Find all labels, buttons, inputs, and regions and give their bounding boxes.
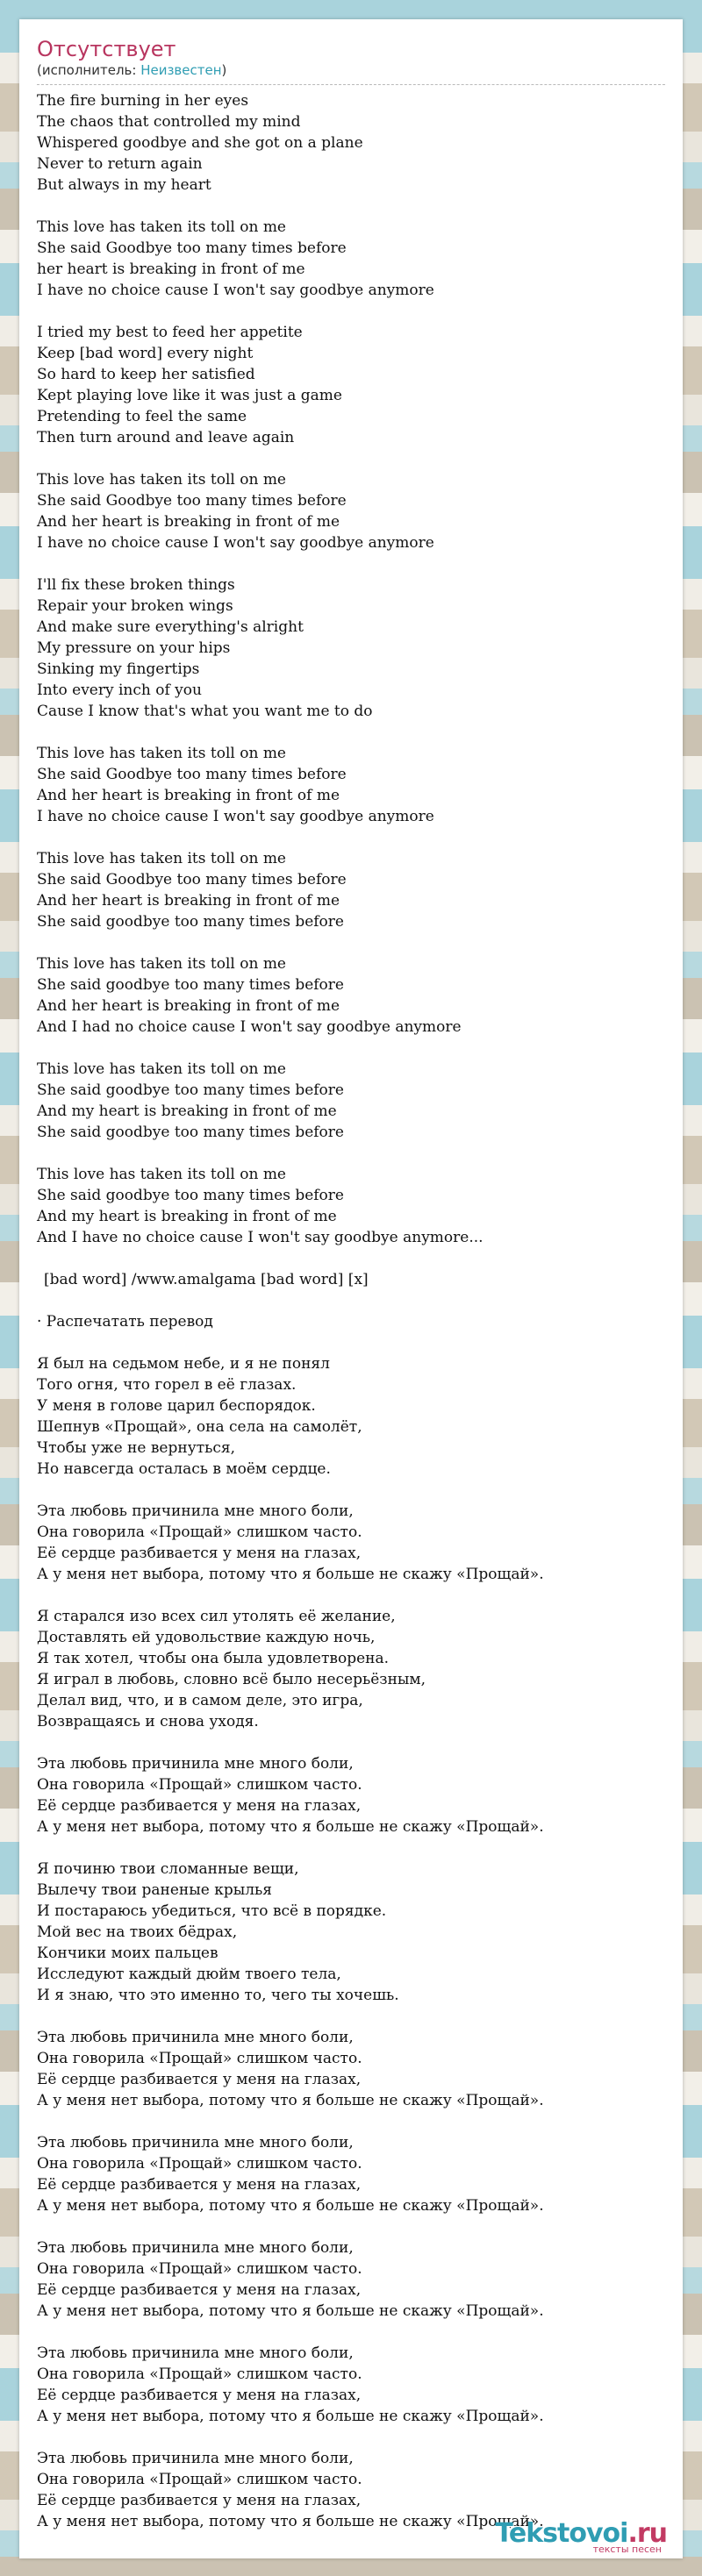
lyric-line: And I have no choice cause I won't say goodbye anymore...: [37, 1229, 484, 1246]
lyric-line: Я играл в любовь, словно всё было несерьёзным,: [37, 1671, 426, 1688]
lyric-line: Шепнув «Прощай», она села на самолёт,: [37, 1418, 362, 1436]
stanza: [37, 469, 665, 553]
artist-link[interactable]: Неизвестен: [140, 62, 222, 78]
lyric-line: Я так хотел, чтобы она была удовлетворена.: [37, 1650, 390, 1667]
stanza: [37, 2132, 665, 2216]
lyric-line: Она говорила «Прощай» слишком часто.: [37, 2050, 362, 2067]
stanza: [37, 743, 665, 827]
lyric-line: Sinking my fingertips: [37, 660, 200, 678]
artist-suffix: ): [221, 62, 227, 78]
lyric-line: Эта любовь причинила мне много боли,: [37, 2450, 354, 2467]
lyric-line: She said Goodbye too many times before: [37, 766, 347, 783]
lyric-line: Исследуют каждый дюйм твоего тела,: [37, 1966, 341, 1983]
lyric-line: Её сердце разбивается у меня на глазах,: [37, 2176, 362, 2194]
lyric-line: She said Goodbye too many times before: [37, 239, 347, 257]
lyric-line: And I had no choice cause I won't say goodbye anymore: [37, 1018, 462, 1036]
lyric-line: Она говорила «Прощай» слишком часто.: [37, 1776, 362, 1794]
lyric-line: This love has taken its toll on me: [37, 218, 286, 236]
lyric-line: Keep [bad word] every night: [37, 345, 254, 362]
lyric-line: This love has taken its toll on me: [37, 1060, 286, 1078]
stanza: [37, 953, 665, 1038]
lyrics-card: [19, 19, 683, 2558]
lyric-line: Её сердце разбивается у меня на глазах,: [37, 2387, 362, 2404]
stanza: [37, 2343, 665, 2427]
lyric-line: Она говорила «Прощай» слишком часто.: [37, 2365, 362, 2383]
stanza: [37, 2027, 665, 2111]
stanza: [37, 2237, 665, 2322]
lyric-line: Она говорила «Прощай» слишком часто.: [37, 2155, 362, 2173]
lyric-line: her heart is breaking in front of me: [37, 260, 305, 278]
lyric-line: I have no choice cause I won't say goodbye anymore: [37, 534, 434, 552]
artist-line: [37, 61, 665, 79]
lyric-line: Её сердце разбивается у меня на глазах,: [37, 2071, 362, 2088]
lyric-line: Эта любовь причинила мне много боли,: [37, 1502, 354, 1520]
lyric-line: Мой вес на твоих бёдрах,: [37, 1923, 238, 1941]
original-lyrics: [37, 90, 665, 1248]
lyric-line: Доставлять ей удовольствие каждую ночь,: [37, 1629, 376, 1646]
lyric-line: Эта любовь причинила мне много боли,: [37, 1755, 354, 1773]
lyric-line: Я старался изо всех сил утолять её желание,: [37, 1608, 396, 1625]
lyric-line: Я был на седьмом небе, и я не понял: [37, 1355, 330, 1373]
stanza: [37, 217, 665, 301]
lyric-line: У меня в голове царил беспорядок.: [37, 1397, 316, 1415]
lyric-line: She said goodbye too many times before: [37, 1081, 344, 1099]
lyric-line: Чтобы уже не вернуться,: [37, 1439, 236, 1457]
lyric-line: Делал вид, что, и в самом деле, это игра,: [37, 1692, 363, 1709]
lyric-line: I have no choice cause I won't say goodbye anymore: [37, 808, 434, 825]
lyric-line: Never to return again: [37, 155, 203, 173]
stanza: [37, 1753, 665, 1837]
lyric-line: This love has taken its toll on me: [37, 745, 286, 762]
lyric-line: This love has taken its toll on me: [37, 850, 286, 867]
lyric-line: Эта любовь причинила мне много боли,: [37, 2134, 354, 2151]
lyric-line: She said goodbye too many times before: [37, 1187, 344, 1204]
lyric-line: Она говорила «Прощай» слишком часто.: [37, 1523, 362, 1541]
lyric-line: А у меня нет выбора, потому что я больше не скажу «Прощай».: [37, 2302, 544, 2320]
lyric-line: Её сердце разбивается у меня на глазах,: [37, 1797, 362, 1815]
lyric-line: Repair your broken wings: [37, 597, 233, 615]
stanza: [37, 574, 665, 722]
lyric-line: She said goodbye too many times before: [37, 976, 344, 994]
lyric-line: And her heart is breaking in front of me: [37, 513, 340, 531]
print-translation-link[interactable]: · Распечатать перевод: [37, 1313, 213, 1331]
lyric-line: Pretending to feel the same: [37, 408, 247, 425]
lyric-line: Она говорила «Прощай» слишком часто.: [37, 2260, 362, 2278]
translated-lyrics: [37, 1353, 665, 2532]
song-header: [37, 19, 665, 85]
lyric-line: So hard to keep her satisfied: [37, 366, 255, 383]
lyric-line: I'll fix these broken things: [37, 576, 235, 594]
stanza: [37, 1059, 665, 1143]
lyric-line: Она говорила «Прощай» слишком часто.: [37, 2471, 362, 2488]
lyric-line: Cause I know that's what you want me to do: [37, 703, 373, 720]
lyric-line: I have no choice cause I won't say goodbye anymore: [37, 282, 434, 299]
stanza: [37, 1501, 665, 1585]
lyric-line: Я починю твои сломанные вещи,: [37, 1860, 299, 1878]
lyric-line: And my heart is breaking in front of me: [37, 1208, 337, 1225]
logo-wordmark: Tekstovoi.ru: [495, 2518, 667, 2549]
lyric-line: Эта любовь причинила мне много боли,: [37, 2344, 354, 2362]
lyric-line: I tried my best to feed her appetite: [37, 324, 303, 341]
lyric-line: She said goodbye too many times before: [37, 1124, 344, 1141]
stanza: [37, 1859, 665, 2006]
lyric-line: She said Goodbye too many times before: [37, 871, 347, 888]
lyric-line: Её сердце разбивается у меня на глазах,: [37, 2492, 362, 2509]
lyric-line: The fire burning in her eyes: [37, 92, 249, 110]
lyric-line: This love has taken its toll on me: [37, 1166, 286, 1183]
lyric-line: А у меня нет выбора, потому что я больше не скажу «Прощай».: [37, 2197, 544, 2215]
lyric-line: Эта любовь причинила мне много боли,: [37, 2239, 354, 2257]
stanza: [37, 322, 665, 448]
lyric-line: Её сердце разбивается у меня на глазах,: [37, 1545, 362, 1562]
lyric-line: She said goodbye too many times before: [37, 913, 344, 931]
lyric-line: Её сердце разбивается у меня на глазах,: [37, 2281, 362, 2299]
lyric-line: Эта любовь причинила мне много боли,: [37, 2029, 354, 2046]
lyric-line: She said Goodbye too many times before: [37, 492, 347, 510]
lyric-line: Kept playing love like it was just a game: [37, 387, 342, 404]
lyric-line: And make sure everything's alright: [37, 618, 304, 636]
stanza: [37, 848, 665, 932]
lyric-line: Вылечу твои раненые крылья: [37, 1881, 273, 1899]
logo-tagline: тексты песен: [592, 2544, 662, 2555]
lyric-line: И постараюсь убедиться, что всё в порядке.: [37, 1902, 387, 1920]
lyric-line: Into every inch of you: [37, 681, 202, 699]
lyric-line: А у меня нет выбора, потому что я больше не скажу «Прощай».: [37, 1818, 544, 1836]
lyric-line: And her heart is breaking in front of me: [37, 997, 340, 1015]
lyric-line: This love has taken its toll on me: [37, 471, 286, 489]
stanza: [37, 1353, 665, 1480]
song-title: Отсутствует: [37, 37, 176, 61]
lyric-line: Whispered goodbye and she got on a plane: [37, 134, 363, 152]
lyric-line: А у меня нет выбора, потому что я больше не скажу «Прощай».: [37, 2092, 544, 2109]
lyric-line: А у меня нет выбора, потому что я больше не скажу «Прощай».: [37, 1566, 544, 1583]
lyric-line: И я знаю, что это именно то, чего ты хочешь.: [37, 1987, 399, 2004]
artist-prefix: (исполнитель:: [37, 62, 141, 78]
lyric-line: But always in my heart: [37, 176, 211, 194]
lyric-line: Но навсегда осталась в моём сердце.: [37, 1460, 331, 1478]
lyric-line: The chaos that controlled my mind: [37, 113, 301, 131]
lyric-line: Кончики моих пальцев: [37, 1944, 218, 1962]
lyric-line: Then turn around and leave again: [37, 429, 295, 446]
lyric-line: This love has taken its toll on me: [37, 955, 286, 973]
lyric-line: Того огня, что горел в её глазах.: [37, 1376, 297, 1394]
stanza: [37, 1164, 665, 1248]
lyric-line: А у меня нет выбора, потому что я больше не скажу «Прощай».: [37, 2513, 544, 2530]
stanza: [37, 1606, 665, 1732]
lyric-line: А у меня нет выбора, потому что я больше не скажу «Прощай».: [37, 2408, 544, 2425]
lyric-line: And my heart is breaking in front of me: [37, 1102, 337, 1120]
lyric-line: My pressure on your hips: [37, 639, 231, 657]
lyric-line: And her heart is breaking in front of me: [37, 892, 340, 910]
lyric-line: Возвращаясь и снова уходя.: [37, 1713, 259, 1730]
stanza: [37, 90, 665, 196]
source-line: [bad word] /www.amalgama [bad word] [x]: [44, 1271, 369, 1288]
lyrics-body: [37, 90, 665, 2532]
lyric-line: And her heart is breaking in front of me: [37, 787, 340, 804]
site-logo[interactable]: [495, 2518, 667, 2555]
